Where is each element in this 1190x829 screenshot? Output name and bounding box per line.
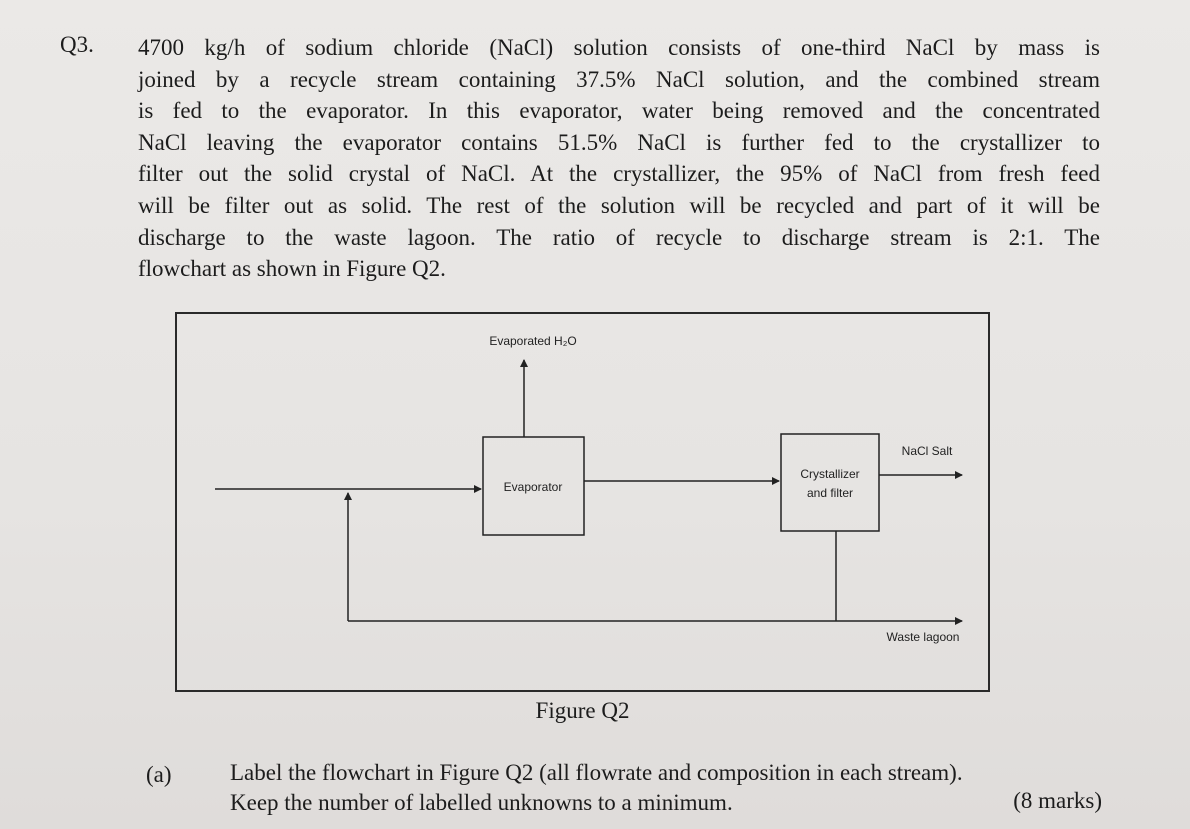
- question-line: joined by a recycle stream containing 37.5% NaCl solution, and the combined stream: [138, 66, 1100, 92]
- question-line: will be filter out as solid. The rest of the solution will be recycled and part of it will be: [138, 192, 1100, 218]
- evaporated-water-label: Evaporated H₂O: [489, 334, 577, 348]
- crystallizer-unit: [781, 434, 879, 531]
- question-line: discharge to the waste lagoon. The ratio of recycle to discharge stream is 2:1. The: [138, 224, 1100, 250]
- crystallizer-label-line1: Crystallizer: [800, 467, 860, 481]
- question-line: filter out the solid crystal of NaCl. At the crystallizer, the 95% of NaCl from fresh feed: [138, 161, 1100, 187]
- question-line: 4700 kg/h of sodium chloride (NaCl) solution consists of one-third NaCl by mass is: [138, 35, 1100, 60]
- subquestion-letter: (a): [146, 762, 172, 787]
- subquestion-text: [230, 758, 1110, 818]
- figure-caption: Figure Q2: [535, 698, 630, 723]
- subquestion-line: Label the flowchart in Figure Q2 (all flowrate and composition in each stream).: [230, 760, 963, 785]
- question-line: flowchart as shown in Figure Q2.: [138, 256, 446, 282]
- nacl-salt-label: NaCl Salt: [901, 444, 953, 458]
- evaporator-label: Evaporator: [503, 480, 563, 494]
- crystallizer-label-line2: and filter: [806, 486, 854, 500]
- question-number: Q3.: [60, 32, 94, 57]
- question-line: NaCl leaving the evaporator contains 51.5% NaCl is further fed to the crystallizer to: [138, 129, 1100, 155]
- question-line: is fed to the evaporator. In this evaporator, water being removed and the concentrated: [138, 98, 1100, 124]
- subquestion-line: Keep the number of labelled unknowns to a minimum.: [230, 790, 733, 815]
- marks-label: (8 marks): [1013, 788, 1102, 813]
- waste-lagoon-label: Waste lagoon: [886, 630, 960, 644]
